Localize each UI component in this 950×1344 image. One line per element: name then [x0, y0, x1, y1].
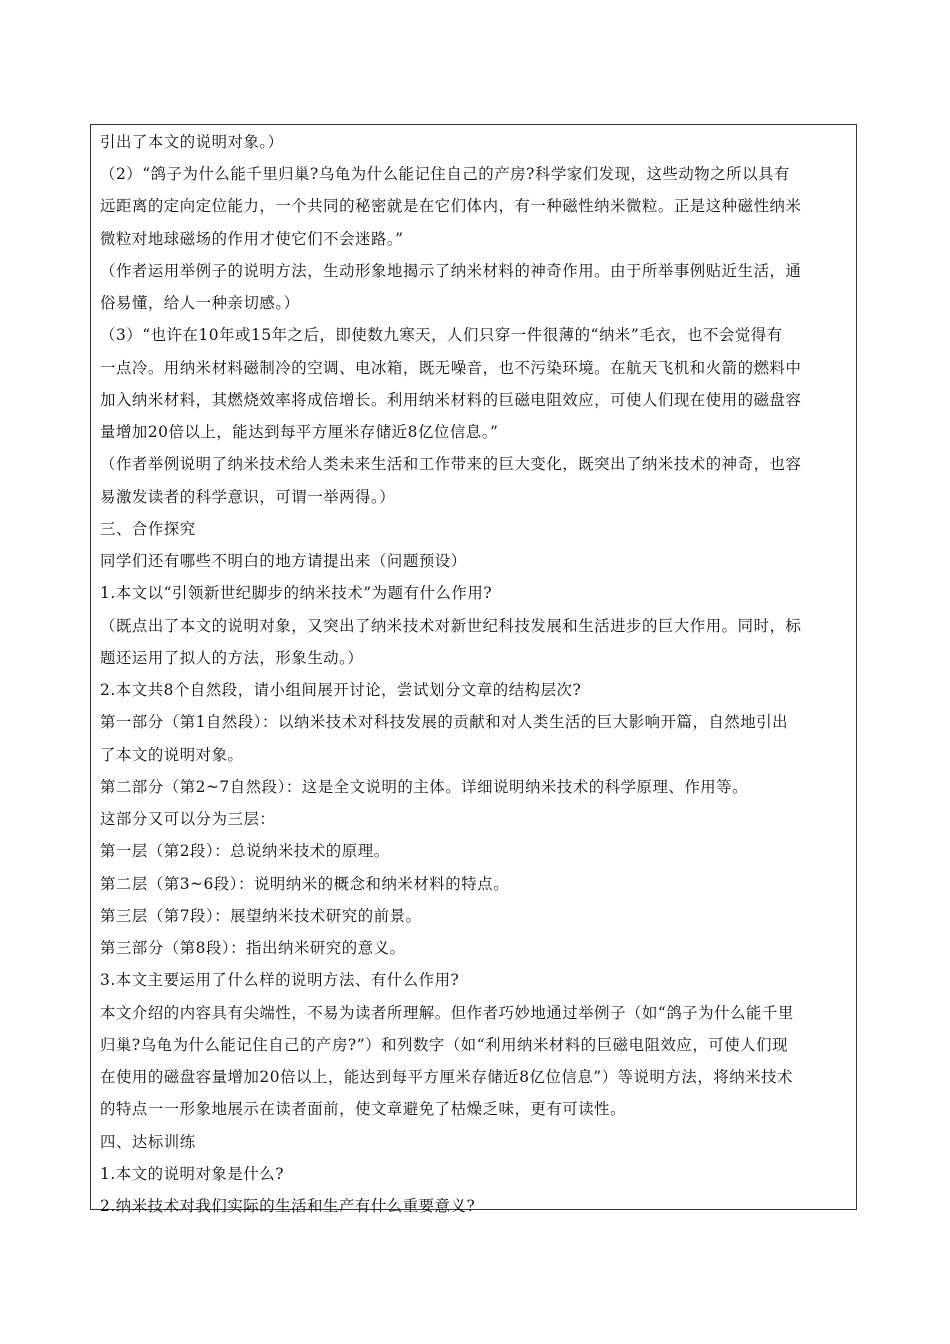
text-line: 的特点一一形象地展示在读者面前，使文章避免了枯燥乏味，更有可读性。: [100, 1100, 627, 1118]
text-line: 易激发读者的科学意识，可谓一举两得。）: [100, 488, 396, 506]
question-line: 1.本文以“引领新世纪脚步的纳米技术”为题有什么作用?: [100, 584, 493, 602]
text-line: 量增加20倍以上，能达到每平方厘米存储近8亿位信息。”: [100, 423, 499, 441]
question-line: 2.本文共8个自然段，请小组间展开讨论，尝试划分文章的结构层次?: [100, 681, 582, 699]
text-line: 微粒对地球磁场的作用才使它们不会迷路。”: [100, 230, 404, 248]
question-line: 2.纳米技术对我们实际的生活和生产有什么重要意义?: [100, 1197, 476, 1215]
text-line: 同学们还有哪些不明白的地方请提出来（问题预设）: [100, 552, 467, 570]
text-line: （2）“鸽子为什么能千里归巢?乌龟为什么能记住自己的产房?科学家们发现，这些动物之所以具有: [100, 165, 790, 183]
text-line: 题还运用了拟人的方法，形象生动。）: [100, 649, 364, 667]
text-line: 引出了本文的说明对象。）: [100, 133, 284, 151]
text-line: 第一层（第2段）：总说纳米技术的原理。: [100, 842, 390, 860]
text-line: 归巢?乌龟为什么能记住自己的产房?”）和列数字（如“利用纳米材料的巨磁电阻效应，可使人们现: [100, 1036, 789, 1054]
text-line: 本文介绍的内容具有尖端性，不易为读者所理解。但作者巧妙地通过举例子（如“鸽子为什么能千里: [100, 1004, 794, 1022]
text-line: 俗易懂，给人一种亲切感。）: [100, 294, 300, 312]
text-line: 第二层（第3~6段）：说明纳米的概念和纳米材料的特点。: [100, 875, 510, 893]
text-line: 远距离的定向定位能力，一个共同的秘密就是在它们体内，有一种磁性纳米微粒。正是这种磁性纳米: [100, 197, 802, 215]
text-line: 在使用的磁盘容量增加20倍以上，能达到每平方厘米存储近8亿位信息”）等说明方法，将纳米技术: [100, 1068, 794, 1086]
section-heading: 三、合作探究: [100, 520, 196, 538]
text-line: 一点冷。用纳米材料磁制冷的空调、电冰箱，既无噪音，也不污染环境。在航天飞机和火箭的燃料中: [100, 359, 802, 377]
text-line: 第二部分（第2~7自然段）：这是全文说明的主体。详细说明纳米技术的科学原理、作用等。: [100, 778, 749, 796]
text-line: 第三部分（第8段）：指出纳米研究的意义。: [100, 939, 406, 957]
text-line: （3）“也许在10年或15年之后，即使数九寒天，人们只穿一件很薄的“纳米”毛衣，也不会觉得有: [100, 326, 783, 344]
text-line: （既点出了本文的说明对象，又突出了纳米技术对新世纪科技发展和生活进步的巨大作用。同时，标: [100, 617, 802, 635]
text-line: 了本文的说明对象。: [100, 746, 244, 764]
text-line: 第三层（第7段）：展望纳米技术研究的前景。: [100, 907, 422, 925]
text-line: （作者举例说明了纳米技术给人类未来生活和工作带来的巨大变化，既突出了纳米技术的神奇，也容: [100, 455, 802, 473]
question-line: 1.本文的说明对象是什么?: [100, 1165, 284, 1183]
text-line: 这部分又可以分为三层：: [100, 810, 276, 828]
question-line: 3.本文主要运用了什么样的说明方法、有什么作用?: [100, 971, 460, 989]
text-line: 第一部分（第1自然段）：以纳米技术对科技发展的贡献和对人类生活的巨大影响开篇，自然地引出: [100, 713, 789, 731]
text-line: （作者运用举例子的说明方法，生动形象地揭示了纳米材料的神奇作用。由于所举事例贴近生活，通: [100, 262, 802, 280]
text-line: 加入纳米材料，其燃烧效率将成倍增长。利用纳米材料的巨磁电阻效应，可使人们现在使用的磁盘容: [100, 391, 802, 409]
section-heading: 四、达标训练: [100, 1133, 196, 1151]
